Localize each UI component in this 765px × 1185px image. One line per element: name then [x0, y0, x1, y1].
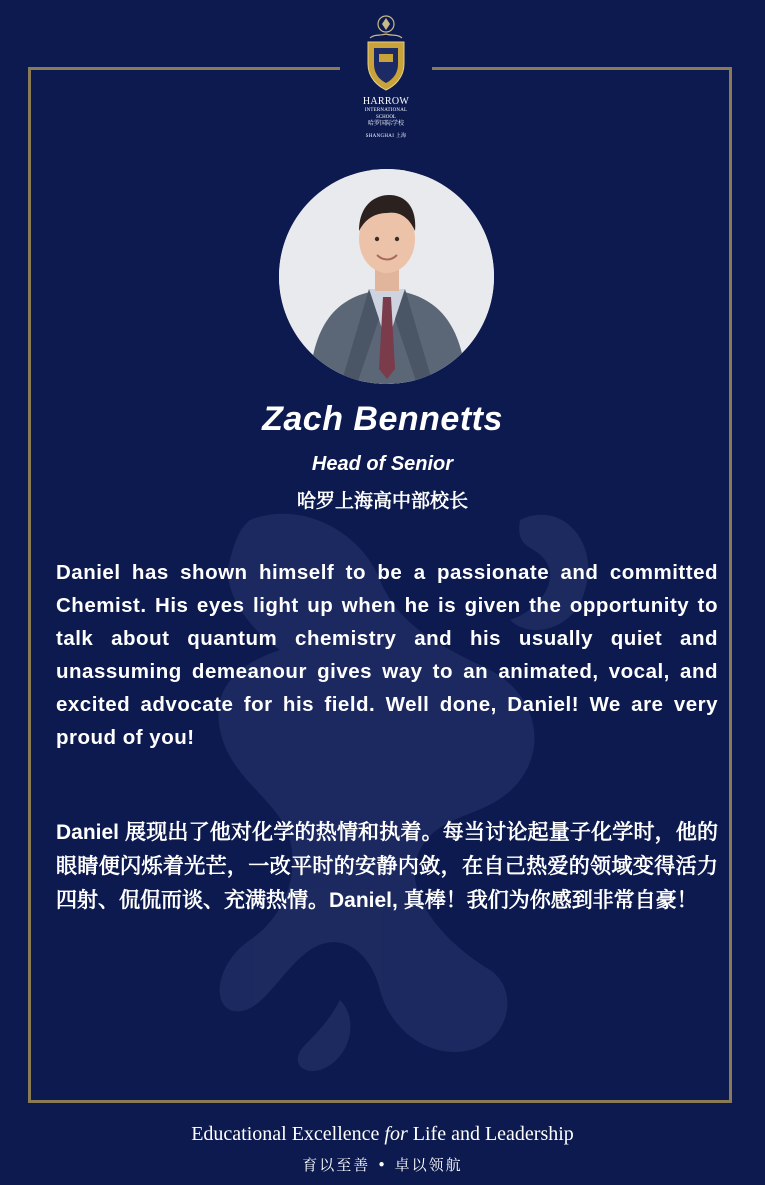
portrait-image — [279, 169, 494, 384]
message-chinese: Daniel 展现出了他对化学的热情和执着。每当讨论起量子化学时，他的眼睛便闪烁着光芒，一改平时的安静内敛，在自己热爱的领域变得活力四射、侃侃而谈、充满热情。Daniel, 真棒！我们为你感到非常自豪！ — [56, 821, 718, 912]
school-motto-cn: 育以至善 • 卓以领航 — [302, 1156, 463, 1174]
school-name-cn: 哈罗国际学校 — [367, 121, 404, 127]
school-subtitle-2: SCHOOL — [375, 115, 396, 120]
motto-for: for — [384, 1123, 408, 1145]
school-crest-icon — [360, 12, 412, 92]
person-title-cn: 哈罗上海高中部校长 — [296, 491, 468, 512]
person-title: Head of Senior — [311, 453, 454, 475]
message-english: Daniel has shown himself to be a passionate and committed Chemist. His eyes light up when he is given the opportunity to talk about quantum chemistry and his usually quiet and unassuming demeanour gives way to an animated, vocal, and excited advocate for his field. Well done, Daniel! We are very proud of you! — [56, 561, 718, 749]
school-motto — [0, 1123, 765, 1146]
school-subtitle: INTERNATIONAL — [364, 108, 408, 113]
school-city: SHANGHAI 上海 — [365, 134, 407, 139]
motto-part-1: Educational Excellence — [191, 1123, 385, 1145]
motto-part-2: Life and Leadership — [407, 1123, 574, 1145]
person-name: Zach Bennetts — [262, 400, 503, 438]
school-name: HARROW — [362, 96, 410, 107]
avatar — [279, 169, 494, 384]
school-logo — [340, 0, 432, 148]
